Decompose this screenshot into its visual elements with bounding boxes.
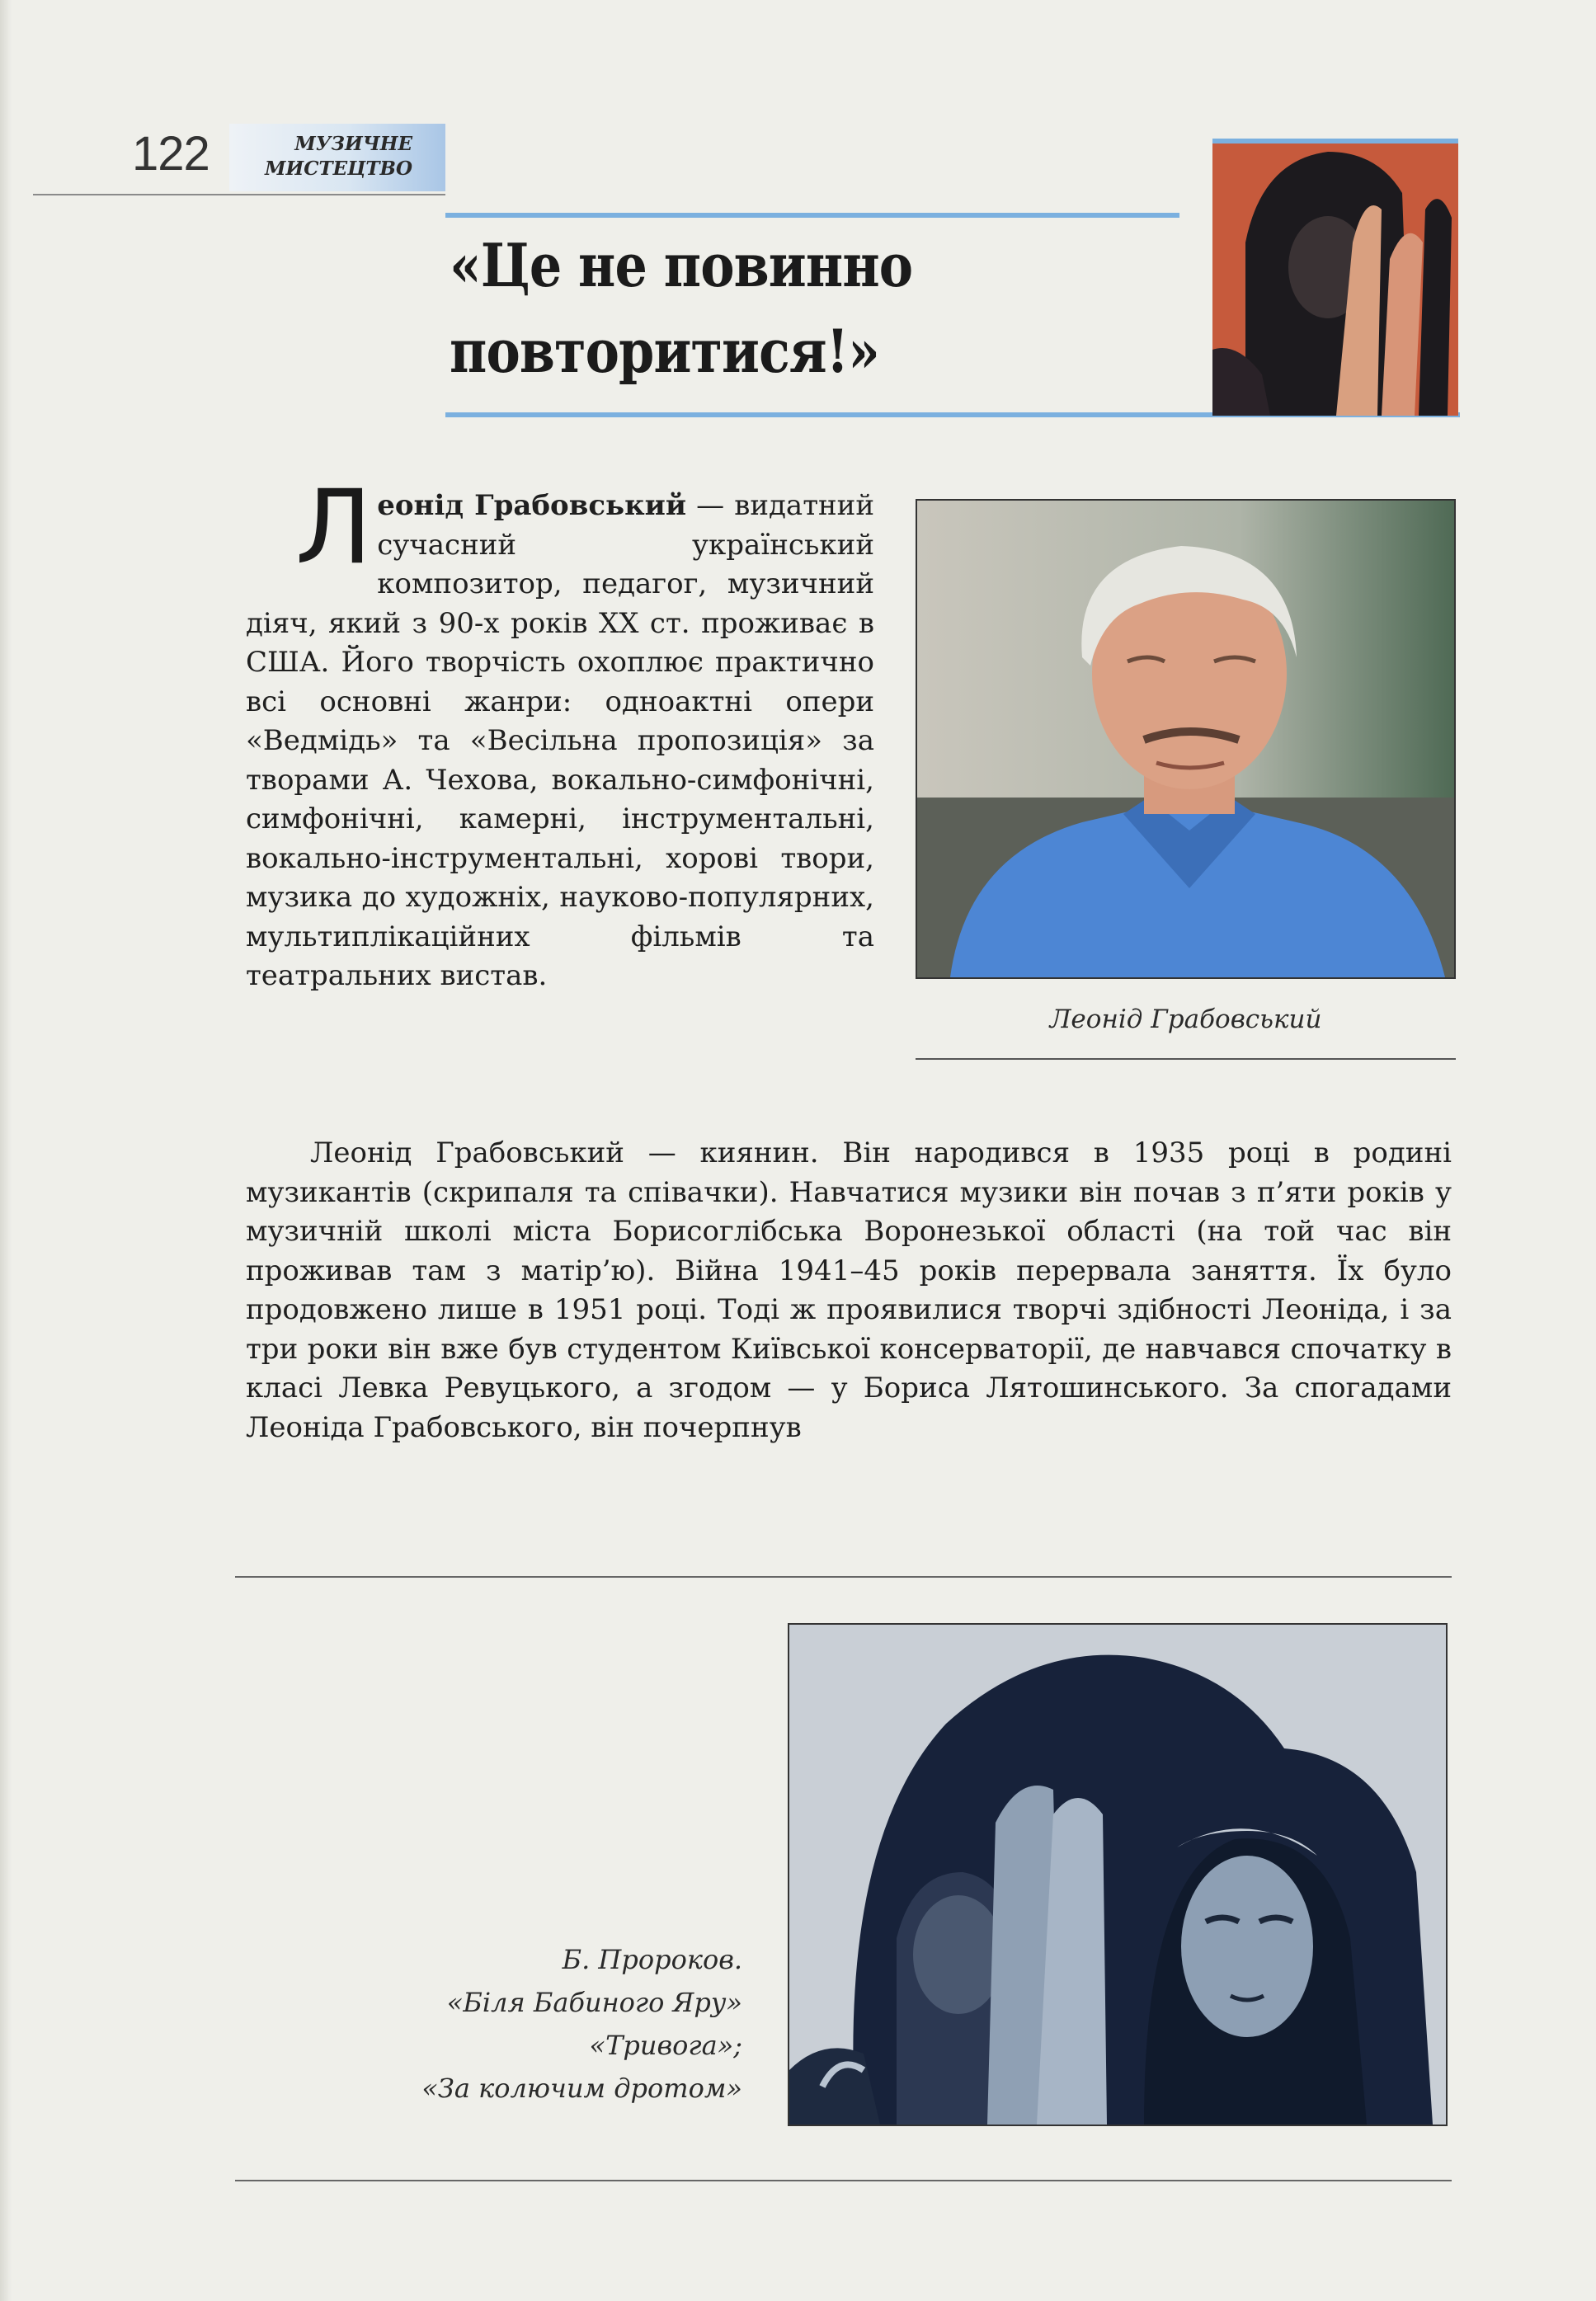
title-rule-top (445, 213, 1179, 218)
header-rule (33, 194, 445, 195)
section-label-line1: МУЗИЧНЕ (294, 133, 412, 155)
caption-rule (916, 1058, 1456, 1060)
title-line2: повторитися!» (450, 316, 879, 386)
painting-caption-line3: «Тривога»; (589, 2030, 742, 2061)
page-title (450, 223, 1088, 394)
intro-text: — видатний сучасний український композитор, педагог, музичний діяч, який з 90-х років XX ст. проживає в США. Його творчість охоплює практично всі основні жанри: одноактні опери «Ведмідь» та «Весільна пропозиція» за творами А. Чехова, вокально-симфонічні, симфонічні, камерні, інструментальні, вокально-інструментальні, хорові твори, музика до художніх, науково-популярних, мультиплікаційних фільмів та театральних вистав. (246, 489, 874, 992)
portrait-photo (916, 499, 1456, 979)
drop-cap: Л (295, 468, 373, 587)
painting-graphic (789, 1625, 1446, 2125)
painting-caption-author: Б. Пророков. (562, 1944, 742, 1975)
painting-caption (313, 1938, 742, 2110)
portrait-caption: Леонід Грабовський (1049, 1005, 1322, 1034)
intro-paragraph (246, 468, 874, 996)
intro-name: еонід Грабовський (377, 489, 687, 522)
portrait-graphic (917, 501, 1454, 977)
section-label-line2: МИСТЕЦТВО (265, 158, 412, 180)
painting-caption-line4: «За колючим дротом» (421, 2073, 742, 2104)
painting-caption-line2: «Біля Бабиного Яру» (446, 1987, 742, 2018)
page-number: 122 (132, 127, 210, 181)
corner-illustration (1212, 139, 1458, 416)
section-divider-bottom (235, 2180, 1452, 2181)
section-divider-top (235, 1576, 1452, 1578)
page-edge (0, 0, 12, 2301)
corner-illustration-graphic (1212, 144, 1458, 416)
main-paragraph: Леонід Грабовський — киянин. Він народився в 1935 році в родині музикантів (скрипаля та співачки). Навчатися музики він почав з п’яти років у музичній школі міста Борисоглібська Воронезької області (на той час він проживав там з матір’ю). Війна 1941–45 років перервала заняття. Їх було продовжено лише в 1951 році. Тоді ж проявилися творчі здібності Леоніда, і за три роки він вже був студентом Київської консерваторії, де навчався спочатку в класі Левка Ревуцького, а згодом — у Бориса Лятошинського. За спогадами Леоніда Грабовського, він почерпнув (246, 1136, 1452, 1444)
title-line1: «Це не повинно (450, 230, 913, 300)
section-label (229, 124, 445, 191)
painting-image (788, 1623, 1448, 2126)
